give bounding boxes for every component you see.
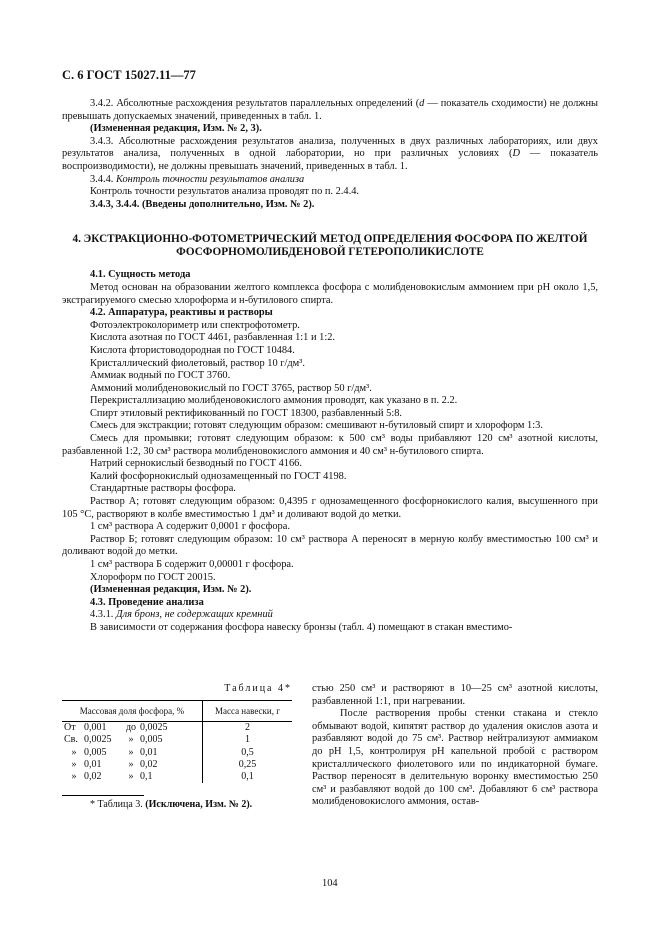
- table-cell: 0,5: [241, 746, 254, 758]
- reagent-item: Хлороформ по ГОСТ 20015.: [90, 571, 216, 583]
- reagent-item: Кислота фтористоводородная по ГОСТ 10484.: [90, 344, 295, 356]
- table-column: [62, 683, 292, 822]
- paragraph-4-3-1-start: В зависимости от содержания фосфора навеску бронзы (табл. 4) помещают в стакан вместимо-: [90, 621, 513, 633]
- paragraph-4-1: Метод основан на образовании желтого комплекса фосфора с молибденовокислым аммонием при рН около 1,5, экстрагируемого смесью хлороформа и н-бутилового спирта.: [62, 281, 598, 306]
- paragraph-3-4-4-text: Контроль точности результатов анализа проводят по п. 2.4.4.: [90, 186, 360, 198]
- reagent-item: Раствор Б; готовят следующим образом: 10 см³ раствора А переносят в мерную колбу вместимостью 100 см³ и доливают водой до метки.: [62, 533, 598, 558]
- table-row: [62, 734, 292, 746]
- reagent-item: Смесь для промывки; готовят следующим образом: к 500 см³ воды прибавляют 120 см³ азотной кислоты, разбавленной 1:2, 30 см³ раствора молибденовокислого аммония и 40 см³ н-бутилового спирта.: [62, 433, 598, 457]
- table-row: [62, 747, 292, 759]
- reagent-item: 1 см³ раствора Б содержит 0,00001 г фосфора.: [90, 559, 294, 570]
- paragraph-4-3-1: 4.3.1. Для бронз, не содержащих кремний: [90, 609, 273, 621]
- reagent-item: Натрий сернокислый безводный по ГОСТ 4166.: [90, 458, 302, 470]
- reagent-item: Смесь для экстракции; готовят следующим образом: смешивают н-бутиловый спирт и хлороформ 1:3.: [90, 420, 543, 432]
- reagent-item: Аммоний молибденовокислый по ГОСТ 3765, раствор 50 г/дм³.: [90, 382, 372, 394]
- reagent-item: Стандартные растворы фосфора.: [90, 483, 236, 495]
- subsection-heading: 4.2. Аппаратура, реактивы и растворы: [90, 307, 273, 319]
- table-cell: От 0,001 до 0,0025: [62, 722, 202, 735]
- table-header-cell: Массовая доля фосфора, %: [62, 700, 202, 722]
- table-cell: » 0,02 » 0,1: [62, 771, 202, 783]
- table-cell: 2: [244, 722, 250, 734]
- table-caption: Таблица 4*: [224, 683, 292, 694]
- section-title: 4. ЭКСТРАКЦИОННО-ФОТОМЕТРИЧЕСКИЙ МЕТОД ОПРЕДЕЛЕНИЯ ФОСФОРА ПО ЖЕЛТОЙ ФОСФОРНОМОЛИБДЕНОВОЙ ГЕТЕРОПОЛИКИСЛОТЕ: [72, 233, 588, 259]
- reagent-item: Кристаллический фиолетовый, раствор 10 г/дм³.: [90, 357, 305, 369]
- table-cell: » 0,01 » 0,02: [62, 759, 202, 771]
- table-cell: 0,1: [241, 771, 254, 782]
- amendment-note: (Измененная редакция, Изм. № 2).: [90, 584, 252, 596]
- footnote-divider: [62, 795, 144, 796]
- subsection-heading: 4.1. Сущность метода: [90, 269, 191, 281]
- main-text: [62, 98, 598, 635]
- reagent-item: Раствор А; готовят следующим образом: 0,4395 г однозамещенного фосфорнокислого калия, высушенного при 105 °С, растворяют в колбе вместимостью 1 дм³ и доливают водой до метки.: [62, 496, 598, 520]
- table-cell: 1: [244, 734, 250, 746]
- amendment-note: 3.4.3, 3.4.4. (Введены дополнительно, Изм. № 2).: [90, 198, 315, 210]
- reagent-item: Перекристаллизацию молибденовокислого аммония проводят, как указано в п. 2.2.: [90, 395, 458, 407]
- table-cell: Св. 0,0025 » 0,005: [62, 734, 202, 746]
- reagent-item: Фотоэлектроколориметр или спектрофотометр.: [90, 319, 300, 331]
- reagent-item: Калий фосфорнокислый однозамещенный по ГОСТ 4198.: [90, 470, 347, 482]
- paragraph-procedure: После растворения пробы стенки стакана и стекло обмывают водой, кипятят раствор до удаления окислов азота и разбавляют водой до 75 см³. Раствор нейтрализуют аммиаком до рН 1,5, контролируя рН капельной пробой с раствором кристаллического фиолетового или по индикаторной бумаге. Раствор переносят в делительную воронку вместимостью 250 см³ и разбавляют водой до 100 см³. Добавляют 6 см³ раствора молибденовокислого аммония, остав-: [312, 708, 598, 808]
- paragraph-3-4-3: 3.4.3. Абсолютные расхождения результатов анализа, полученных в двух различных лабораториях, или двух результатов анализа, полученных в одной лаборатории, но при различных условиях (D — показатель воспроизводимости), не должны превышать значений, приведенных в табл. 1.: [62, 135, 598, 172]
- table-row: [62, 759, 292, 771]
- amendment-note: (Измененная редакция, Изм. № 2, 3).: [90, 123, 262, 135]
- reagent-item: Кислота азотная по ГОСТ 4461, разбавленная 1:1 и 1:2.: [90, 332, 336, 344]
- page-number: 104: [322, 878, 338, 889]
- table-header-cell: Масса навески, г: [202, 700, 292, 722]
- page-header: С. 6 ГОСТ 15027.11—77: [62, 68, 196, 82]
- reagent-item: 1 см³ раствора А содержит 0,0001 г фосфора.: [90, 521, 290, 533]
- text-column: [312, 683, 598, 809]
- paragraph-3-4-4: 3.4.4. Контроль точности результатов анализа: [90, 173, 305, 185]
- paragraph-continuation: стью 250 см³ и растворяют в 10—25 см³ азотной кислоты, разбавленной 1:1, при нагревании.: [312, 683, 598, 707]
- table-footnote: * Таблица 3. (Исключена, Изм. № 2).: [90, 799, 253, 811]
- table-row: [62, 722, 292, 735]
- table-cell: 0,25: [238, 758, 257, 770]
- subsection-heading: 4.3. Проведение анализа: [90, 596, 204, 608]
- table-cell: » 0,005 » 0,01: [62, 747, 202, 759]
- reagent-item: Спирт этиловый ректификованный по ГОСТ 18300, разбавленный 5:8.: [90, 407, 402, 419]
- paragraph-3-4-2: 3.4.2. Абсолютные расхождения результатов параллельных определений (d — показатель сходимости) не должны превышать допускаемых значений, приведенных в табл. 1.: [62, 98, 598, 122]
- table-row: [62, 771, 292, 783]
- reagent-item: Аммиак водный по ГОСТ 3760.: [90, 370, 231, 382]
- table-4: [62, 700, 292, 784]
